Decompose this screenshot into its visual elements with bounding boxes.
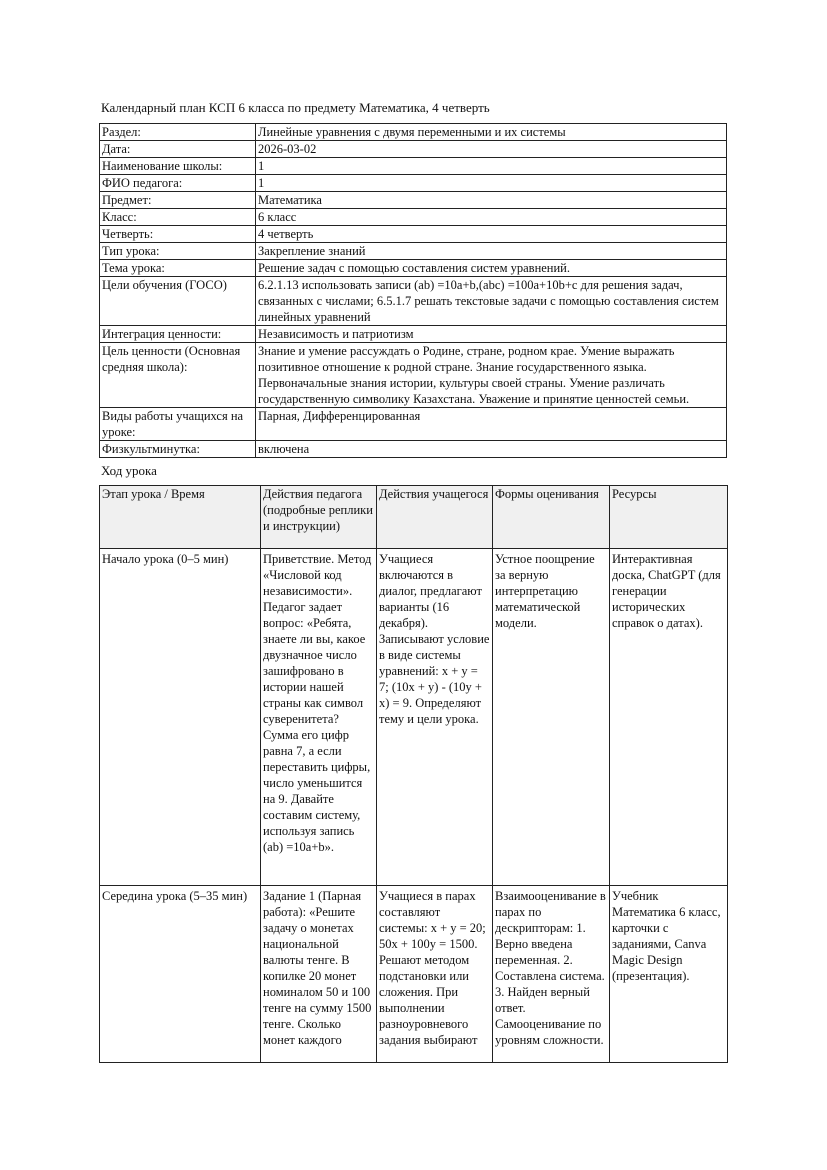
info-row xyxy=(100,343,727,408)
info-label: Виды работы учащихся на уроке: xyxy=(100,408,256,441)
info-value: Знание и умение рассуждать о Родине, стране, родном крае. Умение выражать позитивное отношение к родной стране. Знание государственного языка. Первоначальные знания истории, культуры своей страны. Умение различать государственную символику Казахстана. Уважение и принятие ценностей семьи. xyxy=(256,343,727,408)
header-assessment: Формы оценивания xyxy=(493,486,610,549)
info-row xyxy=(100,158,727,175)
lesson-row xyxy=(100,886,728,1063)
info-label: Тема урока: xyxy=(100,260,256,277)
info-row xyxy=(100,124,727,141)
page-title: Календарный план КСП 6 класса по предмету Математика, 4 четверть xyxy=(101,100,490,115)
info-label: Цель ценности (Основная средняя школа): xyxy=(100,343,256,408)
info-label: Класс: xyxy=(100,209,256,226)
info-table xyxy=(99,123,727,458)
info-label: Дата: xyxy=(100,141,256,158)
info-row xyxy=(100,260,727,277)
info-label: Предмет: xyxy=(100,192,256,209)
info-row xyxy=(100,277,727,326)
header-stage: Этап урока / Время xyxy=(100,486,261,549)
info-value: Математика xyxy=(256,192,727,209)
header-resources: Ресурсы xyxy=(610,486,728,549)
info-value: Решение задач с помощью составления систем уравнений. xyxy=(256,260,727,277)
info-value: Линейные уравнения с двумя переменными и их системы xyxy=(256,124,727,141)
assessment-cell xyxy=(493,886,610,1063)
stage-cell xyxy=(100,886,261,1063)
info-row xyxy=(100,408,727,441)
info-label: Четверть: xyxy=(100,226,256,243)
info-row xyxy=(100,209,727,226)
student-cell: Учащиеся включаются в диалог, предлагают варианты (16 декабря). Записывают условие в виде системы уравнений: x + y = 7; (10x + y) - (10y + x) = 9. Определяют тему и цели урока. xyxy=(377,549,493,886)
stage-text: Середина урока (5–35 мин) xyxy=(102,889,248,903)
lesson-header-row xyxy=(100,486,728,549)
info-value: 6.2.1.13 использовать записи (ab) =10a+b,(abc) =100a+10b+c для решения задач, связанных с числами; 6.5.1.7 решать текстовые задачи с помощью составления систем линейных уравнений xyxy=(256,277,727,326)
stage-cell: Начало урока (0–5 мин) xyxy=(100,549,261,886)
info-row xyxy=(100,226,727,243)
teacher-cell: Приветствие. Метод «Числовой код независимости». Педагог задает вопрос: «Ребята, знаете ли вы, какое двузначное число зашифровано в истории нашей страны как символ суверенитета? Сумма его цифр равна 7, а если переставить цифры, число уменьшится на 9. Давайте составим систему, используя запись (ab) =10a+b». xyxy=(261,549,377,886)
teacher-text: Задание 1 (Парная работа): «Решите задачу о монетах национальной валюты тенге. В копилке 20 монет номиналом 50 и 100 тенге на сумму 1500 тенге. Сколько монет каждого xyxy=(263,889,372,1047)
info-value: 2026-03-02 xyxy=(256,141,727,158)
header-teacher: Действия педагога (подробные реплики и инструкции) xyxy=(261,486,377,549)
info-value: Независимость и патриотизм xyxy=(256,326,727,343)
info-value: Закрепление знаний xyxy=(256,243,727,260)
header-student: Действия учащегося xyxy=(377,486,493,549)
info-label: Раздел: xyxy=(100,124,256,141)
info-label: Интеграция ценности: xyxy=(100,326,256,343)
assessment-cell: Устное поощрение за верную интерпретацию математической модели. xyxy=(493,549,610,886)
info-label: Физкультминутка: xyxy=(100,441,256,458)
info-label: ФИО педагога: xyxy=(100,175,256,192)
resources-cell: Интерактивная доска, ChatGPT (для генерации исторических справок о датах). xyxy=(610,549,728,886)
info-value: 1 xyxy=(256,175,727,192)
info-value: 6 класс xyxy=(256,209,727,226)
info-value: включена xyxy=(256,441,727,458)
info-value: Парная, Дифференцированная xyxy=(256,408,727,441)
info-row xyxy=(100,175,727,192)
info-row xyxy=(100,192,727,209)
teacher-cell xyxy=(261,886,377,1063)
lesson-table xyxy=(99,485,728,1063)
info-label: Наименование школы: xyxy=(100,158,256,175)
info-row xyxy=(100,441,727,458)
info-row xyxy=(100,326,727,343)
student-text: Учащиеся в парах составляют системы: x + y = 20; 50x + 100y = 1500. Решают методом подстановки или сложения. При выполнении разноуровневого задания выбирают xyxy=(379,889,486,1047)
info-label: Цели обучения (ГОСО) xyxy=(100,277,256,326)
info-value: 1 xyxy=(256,158,727,175)
info-label: Тип урока: xyxy=(100,243,256,260)
lesson-row xyxy=(100,549,728,886)
student-cell xyxy=(377,886,493,1063)
assessment-text: Взаимооценивание в парах по дескрипторам: 1. Верно введена переменная. 2. Составлена система. 3. Найден верный ответ. Самооценивание по уровням сложности. xyxy=(495,889,606,1047)
resources-cell xyxy=(610,886,728,1063)
info-row xyxy=(100,141,727,158)
section-title: Ход урока xyxy=(101,463,157,478)
info-value: 4 четверть xyxy=(256,226,727,243)
info-row xyxy=(100,243,727,260)
resources-text: Учебник Математика 6 класс, карточки с заданиями, Canva Magic Design (презентация). xyxy=(612,889,721,983)
